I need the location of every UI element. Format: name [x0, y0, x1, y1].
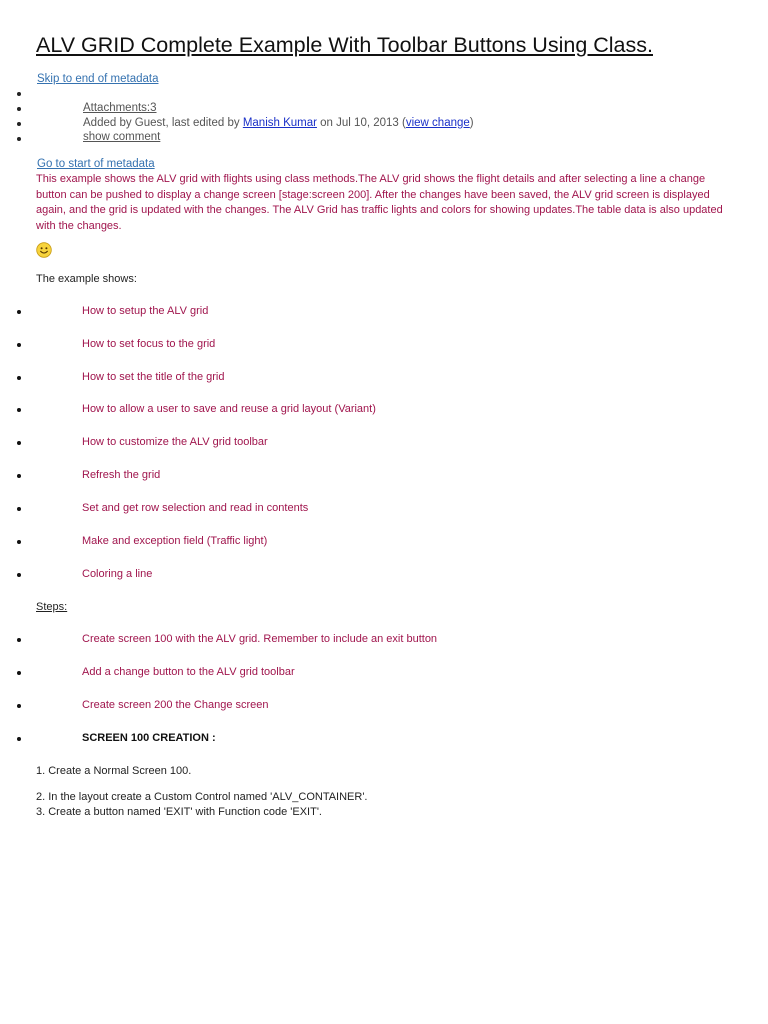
screen-100-heading: SCREEN 100 CREATION :	[82, 732, 216, 744]
view-change-link[interactable]: view change	[405, 117, 470, 129]
feature-item: How to setup the ALV grid	[82, 305, 209, 317]
list-bullet	[17, 343, 21, 347]
instruction-line: 1. Create a Normal Screen 100.	[36, 765, 192, 777]
attachments-link[interactable]: Attachments:3	[83, 102, 157, 114]
skip-to-end-link[interactable]: Skip to end of metadata	[37, 73, 159, 85]
added-by-text: Added by Guest, last edited by	[83, 117, 243, 129]
feature-item: How to allow a user to save and reuse a grid layout (Variant)	[82, 403, 376, 415]
list-bullet	[17, 441, 21, 445]
list-bullet	[17, 376, 21, 380]
list-bullet	[17, 540, 21, 544]
list-bullet	[17, 474, 21, 478]
step-item: Create screen 200 the Change screen	[82, 699, 269, 711]
feature-item: Make and exception field (Traffic light)	[82, 535, 268, 547]
page-title: ALV GRID Complete Example With Toolbar Buttons Using Class.	[36, 33, 653, 57]
list-bullet	[17, 122, 21, 126]
feature-item: How to customize the ALV grid toolbar	[82, 436, 268, 448]
list-bullet	[17, 737, 21, 741]
intro-paragraph: This example shows the ALV grid with flights using class methods.The ALV grid shows the flight details and after selecting a line a change button can be pushed to display a change screen [stage:screen 200]. After the changes have been saved, the ALV grid screen is displayed again, and the grid is updated with the changes. The ALV Grid has traffic lights and colors for showing updates.The table data is also updated with the changes.	[36, 173, 723, 233]
attachments-item[interactable]	[83, 102, 157, 114]
step-item: Create screen 100 with the ALV grid. Remember to include an exit button	[82, 633, 438, 645]
list-bullet	[17, 408, 21, 412]
list-bullet	[17, 573, 21, 577]
list-bullet	[17, 638, 21, 642]
editor-link[interactable]: Manish Kumar	[242, 117, 317, 129]
instruction-line: 2. In the layout create a Custom Control named 'ALV_CONTAINER'.	[36, 791, 368, 803]
example-shows-heading: The example shows:	[36, 273, 137, 285]
list-bullet	[17, 137, 21, 141]
feature-item: How to set focus to the grid	[82, 338, 216, 350]
show-comment-item[interactable]	[83, 131, 160, 143]
edit-info	[83, 117, 474, 129]
list-bullet	[17, 507, 21, 511]
feature-item: Refresh the grid	[82, 469, 161, 481]
feature-item: Coloring a line	[82, 568, 153, 580]
list-bullet	[17, 92, 21, 96]
close-paren: )	[469, 117, 474, 129]
feature-item: How to set the title of the grid	[82, 371, 225, 383]
go-to-start-link[interactable]: Go to start of metadata	[37, 158, 155, 170]
smiley-icon	[36, 242, 52, 258]
list-bullet	[17, 107, 21, 111]
list-bullet	[17, 704, 21, 708]
edited-on-text: on Jul 10, 2013 (	[316, 117, 406, 129]
steps-heading: Steps:	[36, 601, 68, 613]
list-bullet	[17, 310, 21, 314]
feature-item: Set and get row selection and read in contents	[82, 502, 309, 514]
list-bullet	[17, 671, 21, 675]
show-comment-link[interactable]: show comment	[83, 131, 161, 143]
instruction-line: 3. Create a button named 'EXIT' with Function code 'EXIT'.	[36, 806, 322, 818]
step-item: Add a change button to the ALV grid toolbar	[82, 666, 295, 678]
